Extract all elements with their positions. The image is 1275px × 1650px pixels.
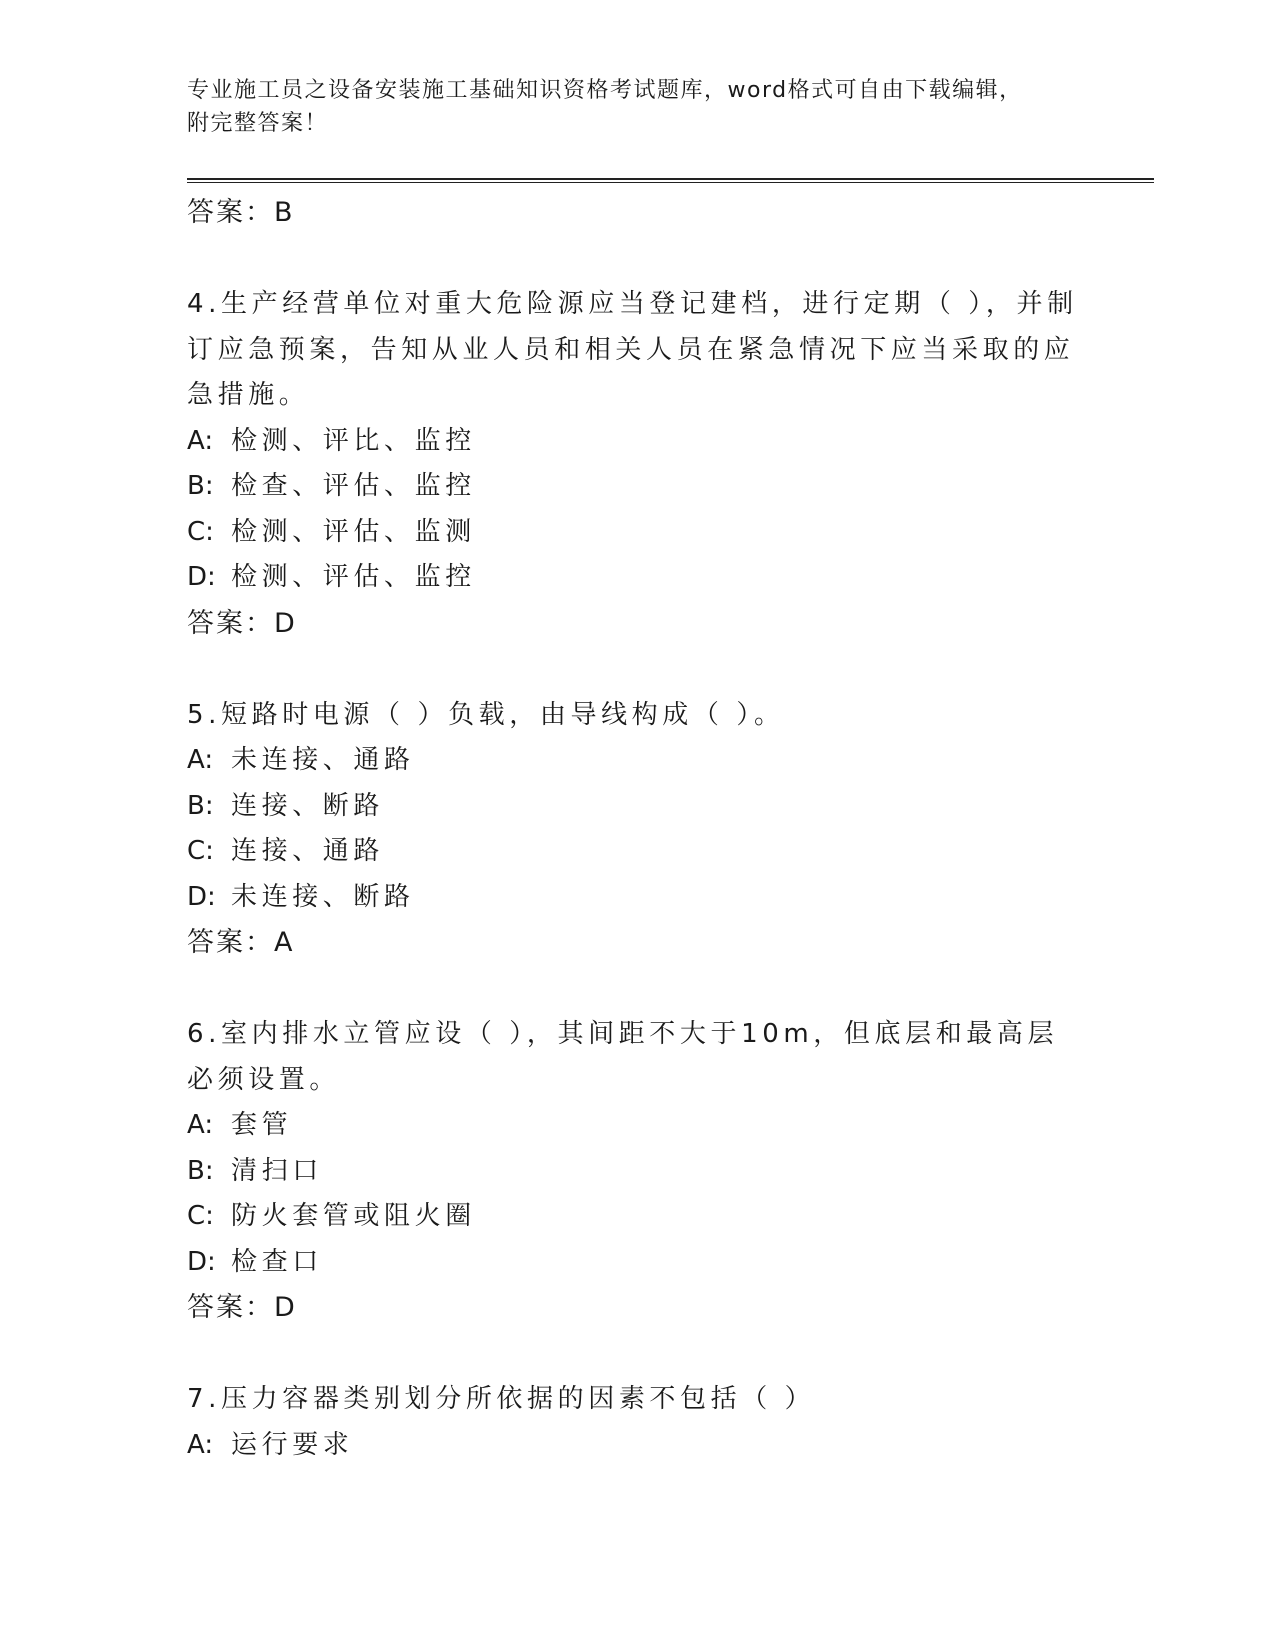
option-d (187, 555, 1087, 601)
answer-label: 答案： (187, 927, 274, 958)
option-key: D: (187, 562, 216, 592)
option-key: A: (187, 745, 214, 775)
answer-label: 答案： (187, 1292, 274, 1323)
page-header (187, 74, 1067, 140)
option-c (187, 510, 1087, 556)
option-text: 套管 (231, 1110, 293, 1140)
option-text: 检查、评估、监控 (231, 471, 476, 501)
option-text: 运行要求 (231, 1429, 354, 1460)
question-number: 7. (187, 1384, 222, 1414)
option-key: C: (187, 836, 214, 866)
question-text: 压力容器类别划分所依据的因素不包括（ ） (221, 1384, 816, 1414)
header-divider (187, 178, 1154, 183)
answer-value: D (274, 1292, 297, 1323)
option-key: D: (187, 881, 216, 912)
option-key: B: (187, 471, 214, 501)
option-text: 未连接、通路 (231, 745, 415, 775)
answer-label: 答案： (187, 197, 274, 228)
option-c (187, 829, 1087, 875)
answer-line (187, 601, 1087, 647)
option-text: 防火套管或阻火圈 (231, 1201, 476, 1231)
question-number: 5. (187, 699, 222, 730)
question-text: 室内排水立管应设（ ），其间距不大于10m，但底层和最高层必须设置。 (187, 1019, 1059, 1095)
answer-line (187, 1285, 1087, 1331)
option-text: 连接、通路 (231, 836, 385, 866)
option-key: D: (187, 1246, 216, 1277)
answer-value: A (274, 927, 295, 958)
option-key: A: (187, 1110, 214, 1140)
answer-value: D (274, 607, 297, 639)
question-7 (187, 1377, 1087, 1423)
option-key: A: (187, 425, 214, 456)
option-key: B: (187, 790, 214, 821)
question-6 (187, 1012, 1087, 1103)
option-text: 未连接、断路 (231, 881, 415, 912)
question-text: 生产经营单位对重大危险源应当登记建档，进行定期（ ），并制订应急预案，告知从业人员和相关人员在紧急情况下应当采取的应急措施。 (187, 289, 1078, 410)
option-b (187, 784, 1087, 830)
option-text: 检查口 (231, 1246, 323, 1277)
option-a (187, 738, 1087, 784)
question-4 (187, 282, 1087, 419)
header-line-2: 附完整答案！ (187, 111, 329, 136)
option-a (187, 1423, 1087, 1469)
option-a (187, 1103, 1087, 1149)
option-key: A: (187, 1429, 214, 1460)
option-text: 检测、评估、监测 (231, 516, 476, 547)
option-b (187, 464, 1087, 510)
option-text: 检测、评比、监控 (231, 425, 476, 456)
option-key: C: (187, 1201, 214, 1231)
option-text: 清扫口 (231, 1155, 323, 1186)
option-key: C: (187, 516, 214, 547)
option-text: 连接、断路 (231, 790, 385, 821)
option-key: B: (187, 1155, 214, 1186)
question-5 (187, 693, 1087, 739)
question-number: 6. (187, 1019, 222, 1049)
option-d (187, 1240, 1087, 1286)
answer-line (187, 190, 1087, 236)
question-number: 4. (187, 289, 222, 319)
option-d (187, 875, 1087, 921)
header-line-1: 专业施工员之设备安装施工基础知识资格考试题库，word格式可自由下载编辑， (187, 78, 1023, 103)
option-a (187, 419, 1087, 465)
option-b (187, 1149, 1087, 1195)
question-list (187, 190, 1087, 1468)
option-c (187, 1194, 1087, 1240)
answer-label: 答案： (187, 607, 274, 639)
option-text: 检测、评估、监控 (231, 562, 476, 592)
answer-line (187, 920, 1087, 966)
question-text: 短路时电源（ ）负载，由导线构成（ ）。 (221, 699, 785, 730)
answer-value: B (274, 197, 295, 228)
